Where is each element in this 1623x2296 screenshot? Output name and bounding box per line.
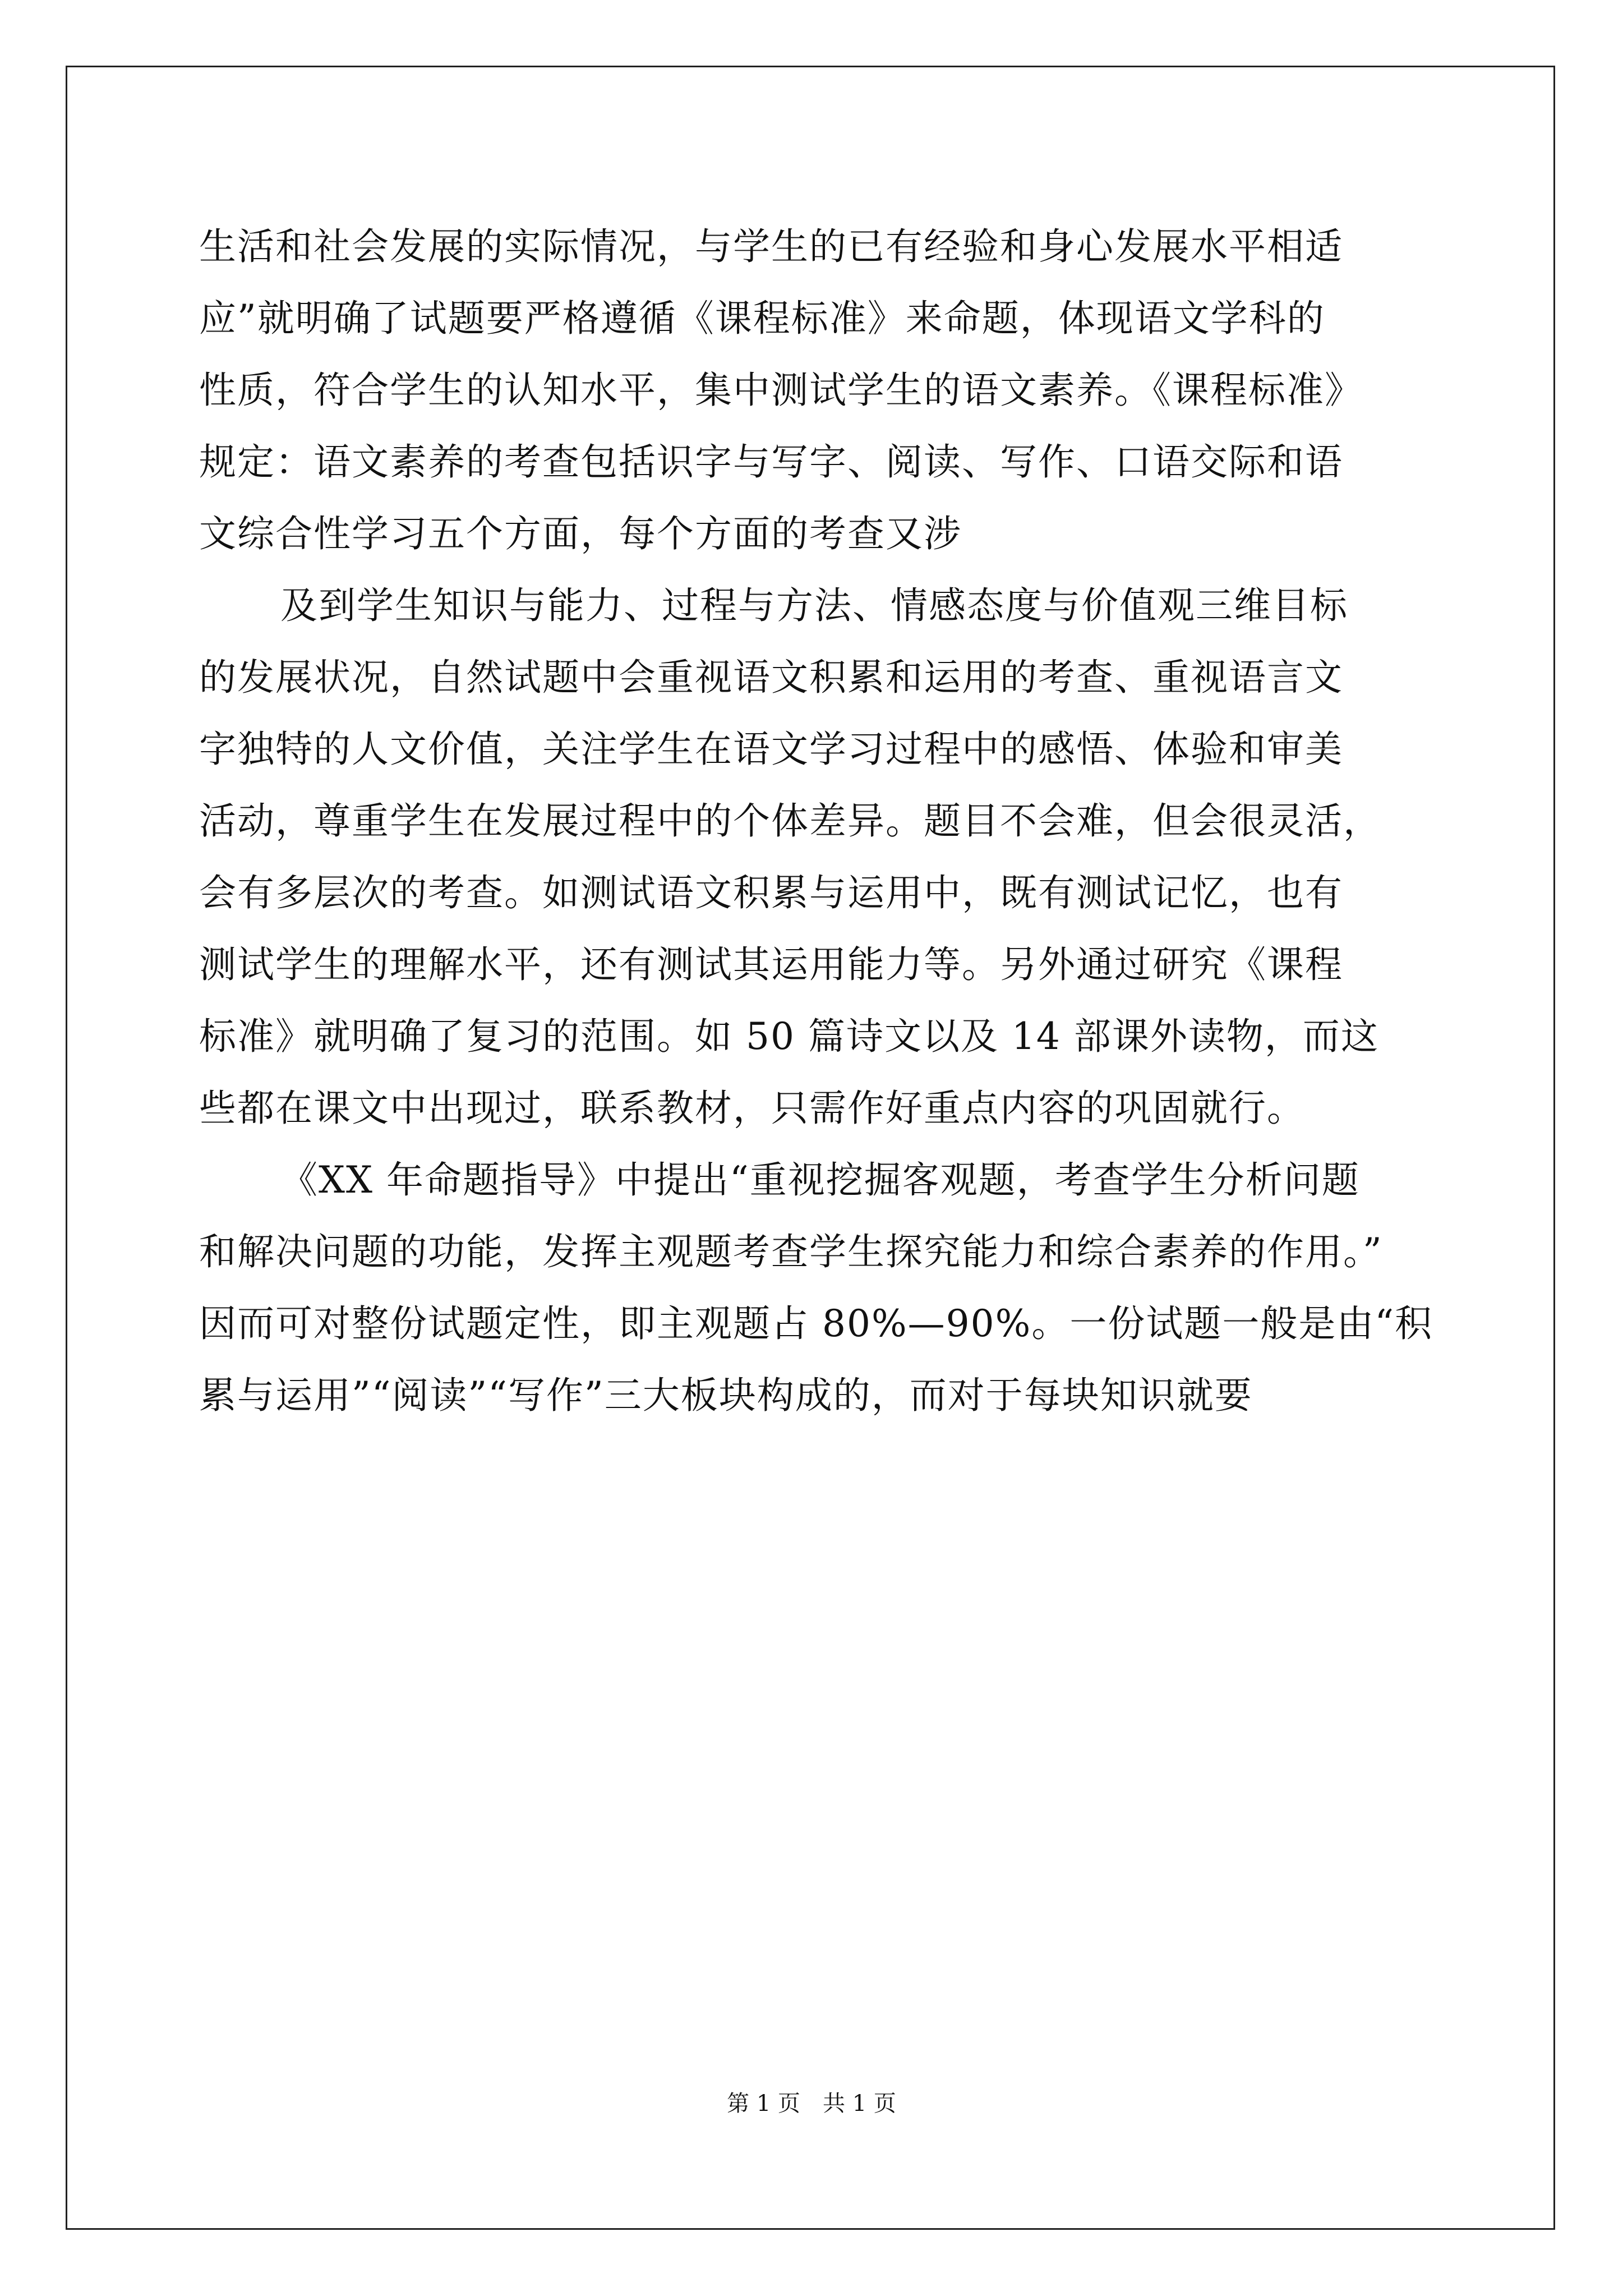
text-line: 《XX 年命题指导》中提出“重视挖掘客观题，考查学生分析问题 bbox=[280, 1158, 1360, 1202]
text-line: 会有多层次的考查。如测试语文积累与运用中，既有测试记忆，也有 bbox=[199, 871, 1343, 914]
text-line: 性质，符合学生的认知水平，集中测试学生的语文素养。《课程标准》 bbox=[199, 369, 1363, 412]
text-line: 及到学生知识与能力、过程与方法、情感态度与价值观三维目标 bbox=[280, 584, 1348, 627]
text-line: 文综合性学习五个方面，每个方面的考查又涉 bbox=[199, 512, 962, 555]
text-line: 因而可对整份试题定性，即主观题占 80%—90%。一份试题一般是由“积 bbox=[199, 1302, 1433, 1345]
text-line: 测试学生的理解水平，还有测试其运用能力等。另外通过研究《课程 bbox=[199, 943, 1343, 986]
text-line: 的发展状况，自然试题中会重视语文积累和运用的考查、重视语言文 bbox=[199, 656, 1343, 699]
text-line: 字独特的人文价值，关注学生在语文学习过程中的感悟、体验和审美 bbox=[199, 728, 1343, 771]
text-line: 些都在课文中出现过，联系教材，只需作好重点内容的巩固就行。 bbox=[199, 1087, 1305, 1130]
text-line: 标准》就明确了复习的范围。如 50 篇诗文以及 14 部课外读物，而这 bbox=[199, 1015, 1379, 1058]
text-line: 规定：语文素养的考查包括识字与写字、阅读、写作、口语交际和语 bbox=[199, 440, 1343, 484]
page-number-footer: 第 1 页 共 1 页 bbox=[727, 2091, 896, 2116]
text-line: 和解决问题的功能，发挥主观题考查学生探究能力和综合素养的作用。” bbox=[199, 1230, 1383, 1273]
text-line: 累与运用”“阅读”“写作”三大板块构成的，而对于每块知识就要 bbox=[199, 1374, 1253, 1417]
text-line: 生活和社会发展的实际情况，与学生的已有经验和身心发展水平相适 bbox=[199, 225, 1343, 268]
text-line: 应”就明确了试题要严格遵循《课程标准》来命题，体现语文学科的 bbox=[199, 297, 1325, 340]
text-line: 活动，尊重学生在发展过程中的个体差异。题目不会难，但会很灵活， bbox=[199, 799, 1381, 843]
